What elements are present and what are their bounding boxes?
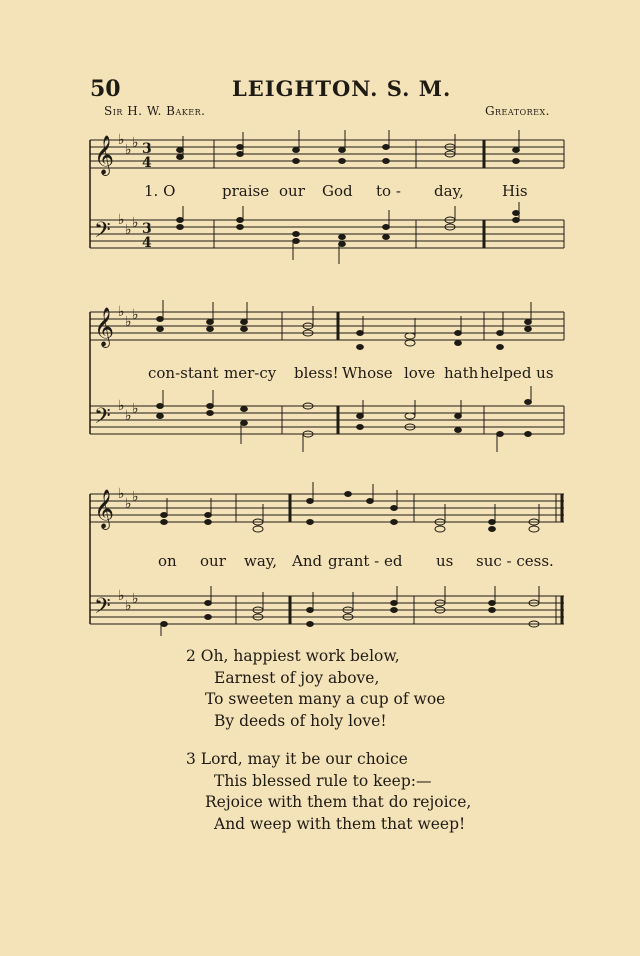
svg-text:♭: ♭ — [118, 212, 125, 228]
verse-line: By deeds of holy love! — [214, 711, 387, 730]
lyric-syllable: And — [292, 552, 323, 570]
bass-clef-icon: 𝄢 — [94, 594, 111, 624]
svg-text:♭: ♭ — [125, 598, 132, 614]
svg-text:♭: ♭ — [118, 132, 125, 148]
lyric-syllable: our — [200, 552, 226, 570]
lyric-syllable: God — [322, 182, 353, 200]
svg-text:♭: ♭ — [132, 307, 139, 323]
lyric-syllable: con-stant — [148, 364, 219, 382]
svg-text:♭: ♭ — [118, 398, 125, 414]
treble-clef-icon: 𝄞 — [94, 489, 115, 529]
svg-text:♭: ♭ — [118, 486, 125, 502]
verse-line: This blessed rule to keep:— — [214, 771, 432, 790]
verse-line: 3 Lord, may it be our choice — [186, 750, 408, 768]
lyric-syllable: on — [158, 552, 177, 570]
svg-text:♭: ♭ — [132, 135, 139, 151]
verse-2 — [186, 646, 471, 732]
svg-text:♭: ♭ — [118, 304, 125, 320]
svg-text:♭: ♭ — [125, 496, 132, 512]
text-author: Sir H. W. Baker. — [104, 104, 206, 118]
verse-line: Earnest of joy above, — [214, 668, 380, 687]
lyric-syllable: 1. O — [144, 182, 176, 200]
lyric-syllable: us — [436, 552, 454, 570]
treble-clef-icon: 𝄞 — [94, 135, 115, 175]
treble-clef-icon: 𝄞 — [94, 307, 115, 347]
time-sig-top: 3 — [142, 141, 152, 157]
lyric-syllable: praise — [222, 182, 270, 200]
lyric-syllable: helped us — [480, 364, 554, 382]
svg-text:♭: ♭ — [132, 215, 139, 231]
verse-line: 2 Oh, happiest work below, — [186, 647, 400, 665]
lyric-syllable: bless! — [294, 364, 339, 382]
svg-text:♭: ♭ — [125, 142, 132, 158]
svg-text:♭: ♭ — [125, 408, 132, 424]
svg-text:4: 4 — [142, 235, 152, 251]
verse-line: Rejoice with them that do rejoice, — [205, 793, 472, 811]
svg-text:♭: ♭ — [118, 588, 125, 604]
verse-line: And weep with them that weep! — [214, 814, 466, 833]
music-system-1 — [84, 120, 570, 270]
lyric-syllable: suc - cess. — [476, 552, 554, 570]
lyric-syllable: love — [404, 364, 436, 382]
svg-text:3: 3 — [142, 221, 152, 237]
additional-verses — [186, 646, 471, 852]
lyric-syllable: to - — [376, 182, 401, 200]
bass-clef-icon: 𝄢 — [94, 404, 111, 434]
svg-text:♭: ♭ — [125, 314, 132, 330]
page-number: 50 — [90, 76, 121, 102]
lyric-syllable: hath — [444, 364, 479, 382]
lyric-syllable: mer-cy — [224, 364, 277, 382]
svg-text:♭: ♭ — [132, 489, 139, 505]
lyric-syllable: day, — [434, 182, 464, 200]
verse-3 — [186, 749, 471, 835]
time-sig-bottom: 4 — [142, 155, 152, 171]
lyric-syllable: grant - ed — [328, 552, 403, 570]
hymn-title: LEIGHTON. S. M. — [232, 76, 452, 101]
lyric-syllable: Whose — [342, 364, 393, 382]
lyric-syllable: our — [279, 182, 305, 200]
music-system-3 — [84, 474, 570, 639]
lyric-syllable: way, — [244, 552, 278, 570]
svg-text:♭: ♭ — [125, 222, 132, 238]
svg-text:♭: ♭ — [132, 401, 139, 417]
tune-composer: Greatorex. — [484, 104, 550, 118]
lyric-syllable: His — [502, 182, 528, 200]
verse-line: To sweeten many a cup of woe — [205, 690, 446, 708]
music-system-2 — [84, 290, 570, 460]
svg-text:♭: ♭ — [132, 591, 139, 607]
bass-clef-icon: 𝄢 — [94, 218, 111, 248]
